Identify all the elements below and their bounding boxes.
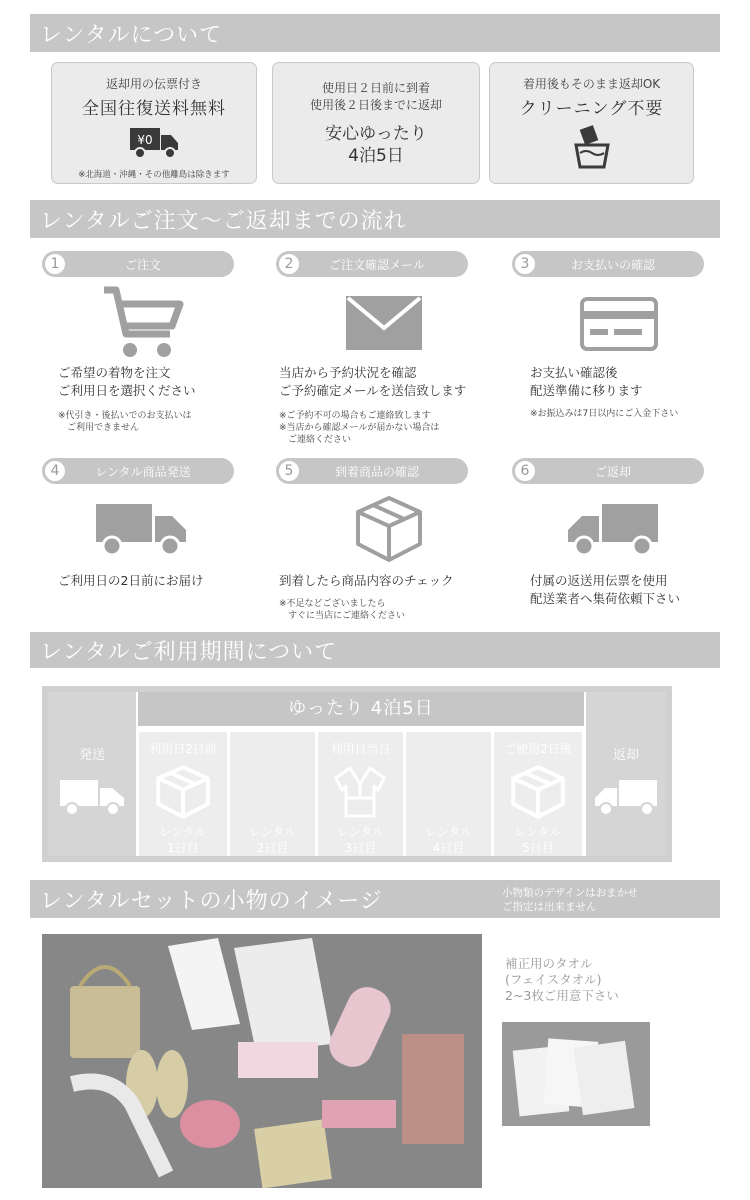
laundry-icon	[572, 123, 612, 171]
step-note-line: ご連絡ください	[279, 435, 352, 445]
step-3-pill	[512, 251, 704, 277]
day-label-line1: レンタル	[336, 825, 385, 839]
truck-icon	[60, 778, 126, 818]
step-4-pill	[42, 458, 234, 484]
step-text-line: 当店から予約状況を確認	[279, 365, 417, 380]
step-number: 1	[44, 253, 66, 275]
day-label-line2: 1日目	[167, 841, 199, 855]
step-5-note	[279, 598, 405, 622]
yen-zero-label: ¥0	[137, 133, 153, 147]
period-return-column	[586, 692, 666, 856]
step-text-line: ご利用日の2日前にお届け	[58, 573, 204, 588]
truck-icon	[96, 502, 188, 558]
step-text-line: 配送業者へ集荷依頼下さい	[530, 591, 681, 606]
step-note-line: ※お振込みは7日以内にご入金下さい	[530, 409, 679, 419]
card-line1: 使用日２日前に到着	[321, 81, 430, 95]
step-3-note	[530, 408, 678, 420]
towel-note-line: (フェイスタオル)	[505, 972, 602, 987]
step-text-line: ご希望の着物を注文	[58, 365, 171, 380]
period-send-column	[48, 692, 136, 856]
towel-photo	[502, 1022, 650, 1126]
step-2-pill	[276, 251, 468, 277]
towel-note-line: 2~3枚ご用意下さい	[505, 988, 619, 1003]
step-label: 到着商品の確認	[334, 464, 419, 479]
step-text-line: お支払い確認後	[530, 365, 618, 380]
towel-note	[505, 956, 619, 1004]
card-line2: 全国往復送料無料	[82, 99, 226, 119]
step-label: ご注文	[124, 257, 161, 272]
period-banner: ゆったり 4泊5日	[138, 692, 584, 726]
card-free-shipping	[51, 62, 257, 184]
step-2-text	[279, 364, 466, 400]
step-text-line: ご利用日を選択ください	[58, 383, 196, 398]
period-day-2	[230, 732, 315, 856]
step-2-note	[279, 410, 439, 446]
step-5-pill	[276, 458, 468, 484]
day-label	[230, 824, 315, 856]
section-header-flow: レンタルご注文～ご返却までの流れ	[30, 200, 720, 238]
step-note-line: ※不足などございましたら	[279, 599, 386, 609]
section-title: レンタルセットの小物のイメージ	[40, 888, 383, 914]
step-6-text	[530, 572, 680, 608]
design-note	[502, 886, 638, 914]
period-day-3	[318, 732, 403, 856]
cart-icon	[100, 284, 184, 360]
step-label: レンタル商品発送	[95, 464, 191, 479]
card-period	[272, 62, 480, 184]
day-label-line2: 2日目	[256, 841, 289, 855]
step-text-line: ご予約確定メールを送信致します	[279, 383, 467, 398]
step-1-pill	[42, 251, 234, 277]
towel-note-line: 補正用のタオル	[505, 956, 593, 971]
day-label	[318, 824, 403, 856]
period-day-1	[139, 732, 227, 856]
kimono-icon	[332, 764, 388, 820]
day-label	[139, 824, 227, 856]
step-1-note	[58, 410, 192, 434]
step-text-line: 配送準備に移ります	[530, 383, 643, 398]
day-label	[494, 824, 582, 856]
period-return-label: 返却	[612, 748, 639, 763]
yen-truck-icon	[128, 125, 180, 161]
card-note: ※北海道・沖縄・その他離島は除きます	[78, 170, 230, 180]
truck-icon	[566, 502, 658, 558]
step-number: 5	[278, 460, 300, 482]
step-4-text	[58, 572, 203, 590]
card-line2: クリーニング不要	[519, 99, 664, 119]
box-icon	[155, 764, 211, 820]
card-big2: 4泊5日	[348, 146, 404, 166]
step-number: 2	[278, 253, 300, 275]
accessories-photo	[42, 934, 482, 1188]
mail-icon	[346, 296, 422, 350]
day-label	[406, 824, 491, 856]
step-text-line: 到着したら商品内容のチェック	[279, 573, 454, 588]
rental-period-table	[42, 686, 672, 862]
card-no-cleaning	[489, 62, 694, 184]
period-day-5	[494, 732, 582, 856]
box-icon	[510, 764, 566, 820]
period-send-label: 発送	[78, 748, 105, 763]
day-label-line2: 5日目	[522, 841, 554, 855]
step-label: お支払いの確認	[570, 257, 655, 272]
step-number: 3	[514, 253, 536, 275]
period-day-4	[406, 732, 491, 856]
step-label: ご注文確認メール	[329, 257, 425, 272]
step-note-line: ※代引き・後払いでのお支払いは	[58, 411, 192, 421]
section-header-about: レンタルについて	[30, 14, 720, 52]
step-text-line: 付属の返送用伝票を使用	[530, 573, 668, 588]
step-number: 4	[44, 460, 66, 482]
step-label: ご返却	[594, 464, 631, 479]
day-label-line1: レンタル	[248, 825, 297, 839]
design-note-line: ご指定は出来ません	[502, 901, 597, 913]
step-note-line: ※当店から確認メールが届かない場合は	[279, 423, 440, 433]
step-number: 6	[514, 460, 536, 482]
box-icon	[354, 494, 424, 564]
day-header: 利用日当日	[330, 742, 391, 756]
day-header: 利用日2日前	[149, 742, 217, 756]
step-note-line: すぐに当店にご連絡ください	[279, 611, 406, 621]
design-note-line: 小物類のデザインはおまかせ	[502, 887, 638, 899]
truck-icon	[593, 778, 659, 818]
step-note-line: ご利用できません	[58, 423, 140, 433]
day-header: ご使用2日後	[504, 742, 572, 756]
card-line1b: 使用後２日後までに返却	[309, 98, 442, 112]
step-1-text	[58, 364, 196, 400]
day-label-line2: 3日目	[344, 841, 377, 855]
section-header-period: レンタルご利用期間について	[30, 632, 720, 668]
day-label-line1: レンタル	[514, 825, 562, 839]
day-label-line2: 4日目	[432, 841, 465, 855]
step-note-line: ※ご予約不可の場合もご連絡致します	[279, 411, 431, 421]
towel-image	[502, 1022, 650, 1126]
day-label-line1: レンタル	[159, 825, 207, 839]
card-line1: 返却用の伝票付き	[105, 77, 202, 91]
step-3-text	[530, 364, 643, 400]
accessories-image	[42, 934, 482, 1188]
step-6-pill	[512, 458, 704, 484]
step-5-text	[279, 572, 454, 590]
day-label-line1: レンタル	[424, 825, 473, 839]
credit-card-icon	[580, 297, 658, 351]
card-big1: 安心ゆったり	[325, 124, 427, 144]
card-line1: 着用後もそのまま返却OK	[522, 77, 661, 91]
